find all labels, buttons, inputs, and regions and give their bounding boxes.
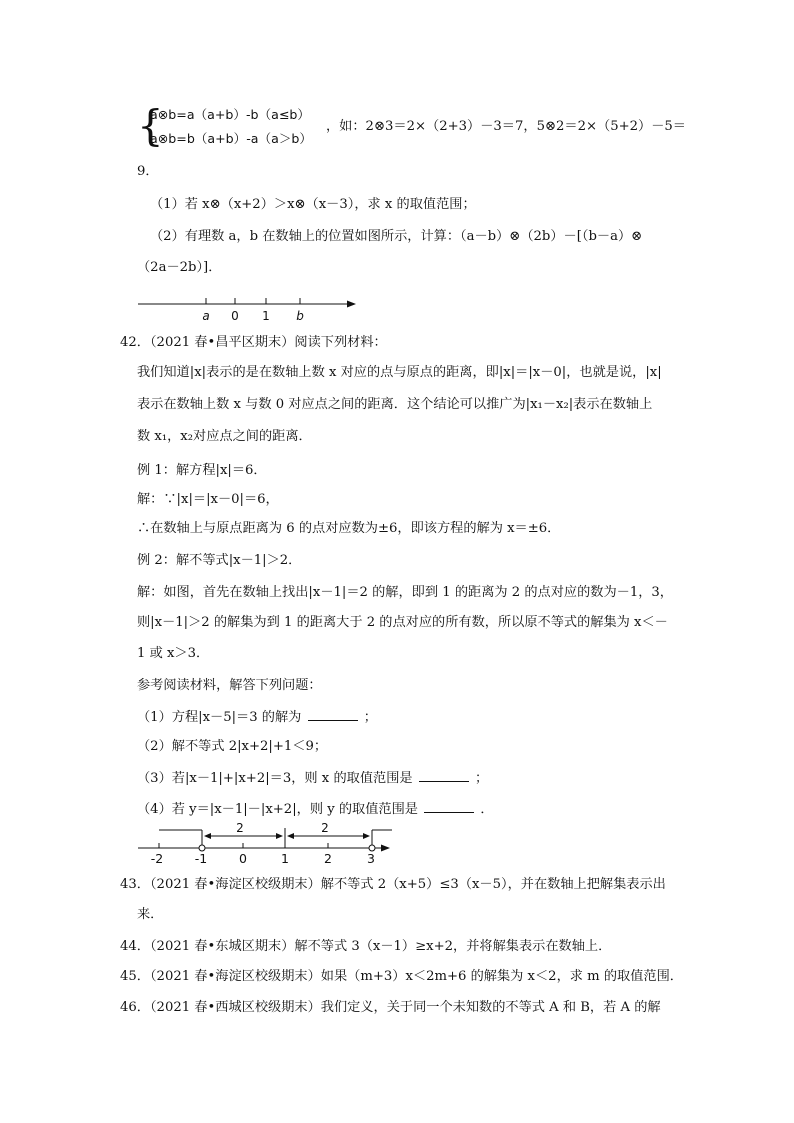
q41-part-1: （1）若 x⊗（x+2）＞x⊗（x－3），求 x 的取值范围；: [150, 197, 476, 212]
axis-label-1: 1: [262, 309, 270, 323]
tick-label-minus1: -1: [194, 851, 208, 866]
q43-line-2: 来．: [137, 907, 164, 922]
q42-part-3-end: ；: [474, 771, 489, 786]
distance-label-left: 2: [236, 821, 244, 835]
q42-example-2: 例 2：解不等式|x－1|＞2．: [137, 553, 302, 568]
q41-part-2: （2）有理数 a，b 在数轴上的位置如图所示，计算：（a－b）⊗（2b）－[（b－a）⊗: [150, 229, 643, 244]
q42-example-2-step-3: 1 或 x＞3．: [137, 646, 210, 661]
q42-part-1: [137, 708, 377, 727]
tick-label-2: 2: [324, 851, 332, 866]
system-brace: {: [137, 101, 164, 150]
tick-label-1: 1: [281, 851, 289, 866]
q42-material-2: 表示在数轴上数 x 与数 0 对应点之间的距离．这个结论可以推广为|x₁－x₂|表示在数轴上: [137, 397, 653, 412]
definition-line-2: a⊗b=b（a+b）-a（a＞b）: [150, 131, 313, 146]
q42-example-1-step-1: 解：∵|x|＝|x－0|＝6，: [137, 492, 279, 507]
q42-part-4-end: ．: [480, 802, 494, 817]
q42-part-4: [137, 800, 494, 819]
axis-label-b: b: [296, 309, 304, 323]
distance-label-right: 2: [321, 821, 329, 835]
q42-material-1: 我们知道|x|表示的是在数轴上数 x 对应的点与原点的距离，即|x|＝|x－0|，也就是说，|x|: [137, 365, 662, 380]
q45-line-1: 45．（2021 春•海淀区校级期末）如果（m+3）x＜2m+6 的解集为 x＜2，求 m 的取值范围．: [120, 969, 683, 984]
answer-blank-1: [308, 708, 358, 721]
tick-label-minus2: -2: [150, 851, 164, 866]
tick-label-0: 0: [239, 851, 247, 866]
q42-example-1-step-2: ∴在数轴上与原点距离为 6 的点对应数为±6，即该方程的解为 x＝±6．: [137, 521, 561, 536]
q44-line-1: 44．（2021 春•东城区期末）解不等式 3（x－1）≥x+2，并将解集表示在数轴上．: [120, 939, 612, 954]
definition-example: ，如：2⊗3＝2×（2+3）－3＝7，5⊗2＝2×（5+2）－5＝: [326, 119, 686, 134]
q42-part-4-text: （4）若 y＝|x－1|－|x+2|，则 y 的取值范围是: [137, 802, 418, 817]
answer-blank-4: [424, 800, 474, 813]
q42-part-3: [137, 769, 488, 788]
tick-label-3: 3: [367, 851, 375, 866]
axis-label-a: a: [202, 309, 210, 323]
q42-part-3-text: （3）若|x－1|+|x+2|＝3，则 x 的取值范围是: [137, 771, 413, 786]
q42-example-2-step-2: 则|x－1|＞2 的解集为到 1 的距离大于 2 的点对应的所有数，所以原不等式的解集为 x＜－: [137, 615, 668, 630]
q42-example-2-step-1: 解：如图，首先在数轴上找出|x－1|＝2 的解，即到 1 的距离为 2 的点对应的数为－1，3，: [137, 585, 673, 600]
axis-label-0: 0: [231, 309, 239, 323]
definition-example-cont: 9．: [137, 164, 159, 179]
answer-blank-3: [419, 769, 469, 782]
q42-example-1: 例 1：解方程|x|＝6．: [137, 463, 267, 478]
q42-reference: 参考阅读材料，解答下列问题：: [137, 678, 322, 693]
q42-part-2: （2）解不等式 2|x+2|+1＜9；: [137, 739, 328, 754]
q46-line-1: 46．（2021 春•西城区校级期末）我们定义，关于同一个未知数的不等式 A 和 B，若 A 的解: [120, 1000, 661, 1015]
q42-part-1-text: （1）方程|x－5|＝3 的解为: [137, 710, 302, 725]
q42-title: 42．（2021 春•昌平区期末）阅读下列材料：: [120, 335, 387, 350]
q42-part-1-end: ；: [363, 710, 377, 725]
definition-line-1: a⊗b=a（a+b）-b（a≤b）: [150, 107, 310, 122]
q42-material-3: 数 x₁，x₂对应点之间的距离．: [137, 429, 312, 444]
q43-line-1: 43．（2021 春•海淀区校级期末）解不等式 2（x+5）≤3（x－5），并在数轴上把解集表示出: [120, 877, 666, 892]
q41-part-2-cont: （2a－2b）]．: [137, 260, 222, 275]
